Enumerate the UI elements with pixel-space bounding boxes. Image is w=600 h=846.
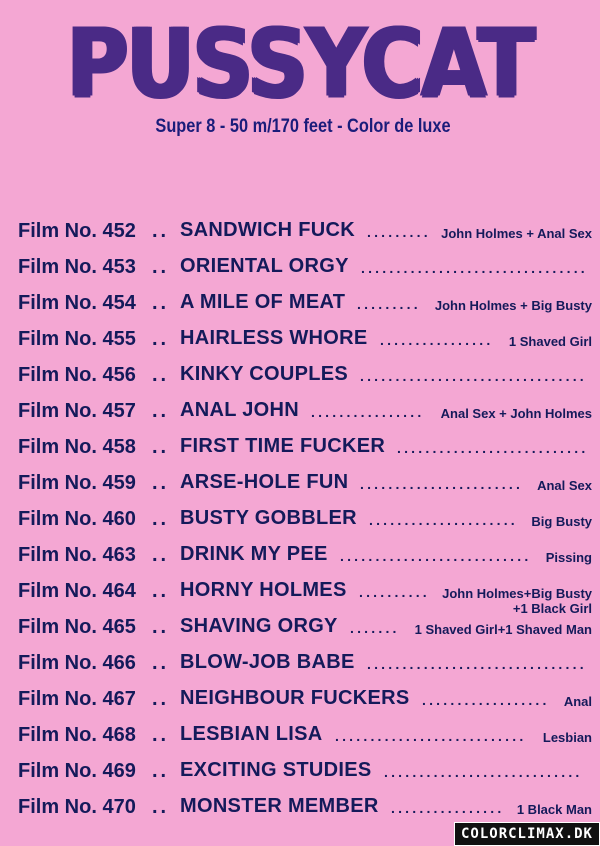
film-separator: .. bbox=[152, 724, 170, 746]
film-separator: .. bbox=[152, 364, 170, 386]
dot-leader: ....... bbox=[350, 620, 400, 636]
film-row bbox=[18, 214, 592, 250]
film-separator: .. bbox=[152, 472, 170, 494]
film-separator: .. bbox=[152, 256, 170, 278]
film-row bbox=[18, 790, 592, 826]
film-row bbox=[18, 646, 592, 682]
dot-leader: ................ bbox=[380, 332, 494, 348]
film-row bbox=[18, 322, 592, 358]
film-row bbox=[18, 538, 592, 574]
film-description: John Holmes + Anal Sex bbox=[441, 226, 592, 241]
film-row bbox=[18, 286, 592, 322]
film-title: BUSTY GOBBLER bbox=[180, 507, 357, 529]
film-separator: .. bbox=[152, 688, 170, 710]
film-number: Film No. 453 bbox=[18, 256, 136, 278]
dot-leader: ......... bbox=[367, 224, 431, 240]
film-number: Film No. 455 bbox=[18, 328, 136, 350]
film-separator: .. bbox=[152, 436, 170, 458]
film-number: Film No. 457 bbox=[18, 400, 136, 422]
dot-leader: ................................ bbox=[360, 368, 587, 384]
film-row bbox=[18, 718, 592, 754]
film-row bbox=[18, 754, 592, 790]
film-number: Film No. 464 bbox=[18, 580, 136, 602]
film-title: ORIENTAL ORGY bbox=[180, 255, 349, 277]
film-description: John Holmes + Big Busty bbox=[434, 298, 592, 313]
film-separator: .. bbox=[152, 796, 170, 818]
dot-leader: ....................... bbox=[360, 476, 524, 492]
film-title: BLOW-JOB BABE bbox=[180, 651, 355, 673]
film-title: FIRST TIME FUCKER bbox=[180, 435, 386, 457]
film-title: HAIRLESS WHORE bbox=[180, 327, 368, 349]
film-row bbox=[18, 574, 592, 616]
film-separator: .. bbox=[152, 220, 170, 242]
film-description: Pissing bbox=[545, 550, 592, 565]
film-title: MONSTER MEMBER bbox=[180, 795, 379, 817]
film-separator: .. bbox=[152, 652, 170, 674]
film-title: EXCITING STUDIES bbox=[180, 759, 372, 781]
film-description: 1 Black Man bbox=[516, 802, 592, 817]
film-separator: .. bbox=[152, 328, 170, 350]
film-description-line2: +1 Black Girl bbox=[512, 601, 592, 616]
film-description: John Holmes+Big Busty bbox=[442, 586, 592, 601]
film-separator: .. bbox=[152, 616, 170, 638]
dot-leader: ........................... bbox=[335, 728, 527, 744]
film-description: Anal Sex + John Holmes bbox=[440, 406, 592, 421]
dot-leader: ............................ bbox=[384, 764, 583, 780]
film-number: Film No. 452 bbox=[18, 220, 136, 242]
dot-leader: ................................ bbox=[361, 260, 588, 276]
film-title: ANAL JOHN bbox=[180, 399, 300, 421]
film-description: Lesbian bbox=[542, 730, 592, 745]
dot-leader: ................ bbox=[311, 404, 425, 420]
film-number: Film No. 467 bbox=[18, 688, 136, 710]
film-title: ARSE-HOLE FUN bbox=[180, 471, 349, 493]
dot-leader: .......... bbox=[359, 584, 430, 600]
film-number: Film No. 465 bbox=[18, 616, 136, 638]
film-description: 1 Shaved Girl bbox=[508, 334, 592, 349]
dot-leader: ..................... bbox=[369, 512, 518, 528]
film-number: Film No. 458 bbox=[18, 436, 136, 458]
dot-leader: .................. bbox=[422, 692, 550, 708]
film-title: SHAVING ORGY bbox=[180, 615, 338, 637]
film-separator: .. bbox=[152, 292, 170, 314]
brand-logo bbox=[0, 8, 600, 118]
film-row bbox=[18, 250, 592, 286]
site-watermark: COLORCLIMAX.DK bbox=[454, 822, 600, 846]
dot-leader: ............................... bbox=[367, 656, 587, 672]
film-row bbox=[18, 610, 592, 646]
dot-leader: ......... bbox=[357, 296, 421, 312]
film-row bbox=[18, 430, 592, 466]
film-number: Film No. 469 bbox=[18, 760, 136, 782]
film-description: Anal bbox=[563, 694, 592, 709]
film-title: KINKY COUPLES bbox=[180, 363, 349, 385]
dot-leader: ........................... bbox=[340, 548, 532, 564]
film-number: Film No. 468 bbox=[18, 724, 136, 746]
film-number: Film No. 454 bbox=[18, 292, 136, 314]
film-number: Film No. 460 bbox=[18, 508, 136, 530]
film-description: 1 Shaved Girl+1 Shaved Man bbox=[414, 622, 592, 637]
film-row bbox=[18, 502, 592, 538]
film-number: Film No. 466 bbox=[18, 652, 136, 674]
film-row bbox=[18, 682, 592, 718]
film-list bbox=[18, 214, 592, 826]
film-row bbox=[18, 394, 592, 430]
film-number: Film No. 463 bbox=[18, 544, 136, 566]
film-number: Film No. 459 bbox=[18, 472, 136, 494]
format-subtitle: Super 8 - 50 m/170 feet - Color de luxe bbox=[155, 116, 451, 137]
film-title: NEIGHBOUR FUCKERS bbox=[180, 687, 410, 709]
film-description: Big Busty bbox=[531, 514, 592, 529]
dot-leader: ........................... bbox=[397, 440, 589, 456]
film-number: Film No. 456 bbox=[18, 364, 136, 386]
film-separator: .. bbox=[152, 760, 170, 782]
film-description: Anal Sex bbox=[537, 478, 592, 493]
film-number: Film No. 470 bbox=[18, 796, 136, 818]
film-title: LESBIAN LISA bbox=[180, 723, 323, 745]
film-title: SANDWICH FUCK bbox=[180, 219, 355, 241]
film-separator: .. bbox=[152, 580, 170, 602]
film-separator: .. bbox=[152, 544, 170, 566]
film-title: HORNY HOLMES bbox=[180, 579, 347, 601]
logo-text: PUSSYCAT bbox=[66, 8, 534, 118]
film-row bbox=[18, 466, 592, 502]
dot-leader: ................ bbox=[391, 800, 505, 816]
film-separator: .. bbox=[152, 400, 170, 422]
film-title: A MILE OF MEAT bbox=[180, 291, 346, 313]
film-title: DRINK MY PEE bbox=[180, 543, 328, 565]
film-separator: .. bbox=[152, 508, 170, 530]
film-row bbox=[18, 358, 592, 394]
